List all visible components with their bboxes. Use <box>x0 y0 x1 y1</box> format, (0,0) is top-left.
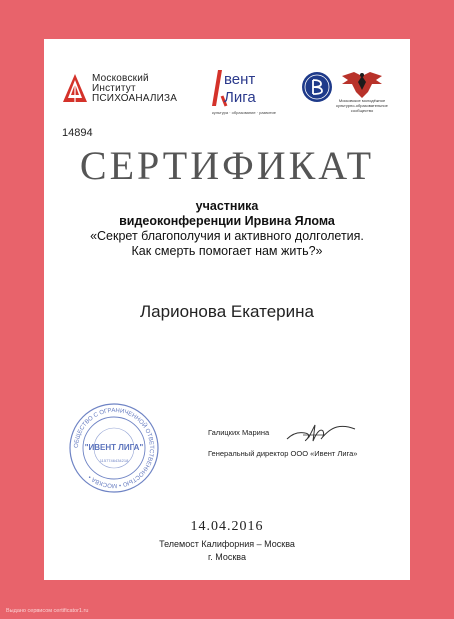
event-place-line1: Телемост Калифорния – Москва <box>159 539 295 549</box>
stamp-ring-text: ОБЩЕСТВО С ОГРАНИЧЕННОЙ ОТВЕТСТВЕННОСТЬЮ • МОСКВА • <box>73 407 155 489</box>
recipient-name: Ларионова Екатерина <box>140 302 314 321</box>
event-liga-tagline: культура · образование · развитие <box>212 110 276 115</box>
signatory-name: Галицких Марина <box>208 428 270 437</box>
description-line1: участника <box>195 199 259 213</box>
event-liga-word1: вент <box>224 71 256 88</box>
moscow-community-caption: Московское молодёжное культурно-образовательное сообщество <box>336 98 388 113</box>
certificate-description <box>44 199 410 259</box>
signatory-position: Генеральный директор ООО «Ивент Лига» <box>208 449 358 458</box>
description-line4: Как смерть помогает нам жить?» <box>131 244 323 258</box>
company-stamp <box>68 402 160 494</box>
event-liga-word2: Лига <box>224 89 256 106</box>
event-liga-logo <box>208 66 276 110</box>
institute-name <box>92 74 177 104</box>
psychoanalysis-institute-logo-icon <box>62 73 88 103</box>
issuer-footer: Выдано сервисом certificator1.ru <box>6 608 89 614</box>
institute-name-line1: Московский <box>92 73 149 84</box>
signature-icon <box>285 417 357 445</box>
certificate-number: 14894 <box>62 127 93 139</box>
description-line3: «Секрет благополучия и активного долголетия. <box>90 229 364 243</box>
stamp-center-text: "ИВЕНТ ЛИГА" <box>84 443 144 452</box>
institute-name-line3: ПСИХОАНАЛИЗА <box>92 93 178 104</box>
eagle-emblem-icon <box>340 70 384 100</box>
hse-university-logo-icon <box>300 70 334 104</box>
event-place-line2: г. Москва <box>208 552 246 562</box>
institute-name-line2: Институт <box>92 83 136 94</box>
description-line2: видеоконференции Ирвина Ялома <box>119 214 335 228</box>
certificate-title: СЕРТИФИКАТ <box>79 143 375 188</box>
stamp-ogrn-text: 1157746434218 <box>99 458 129 463</box>
certificate-date: 14.04.2016 <box>190 519 264 534</box>
